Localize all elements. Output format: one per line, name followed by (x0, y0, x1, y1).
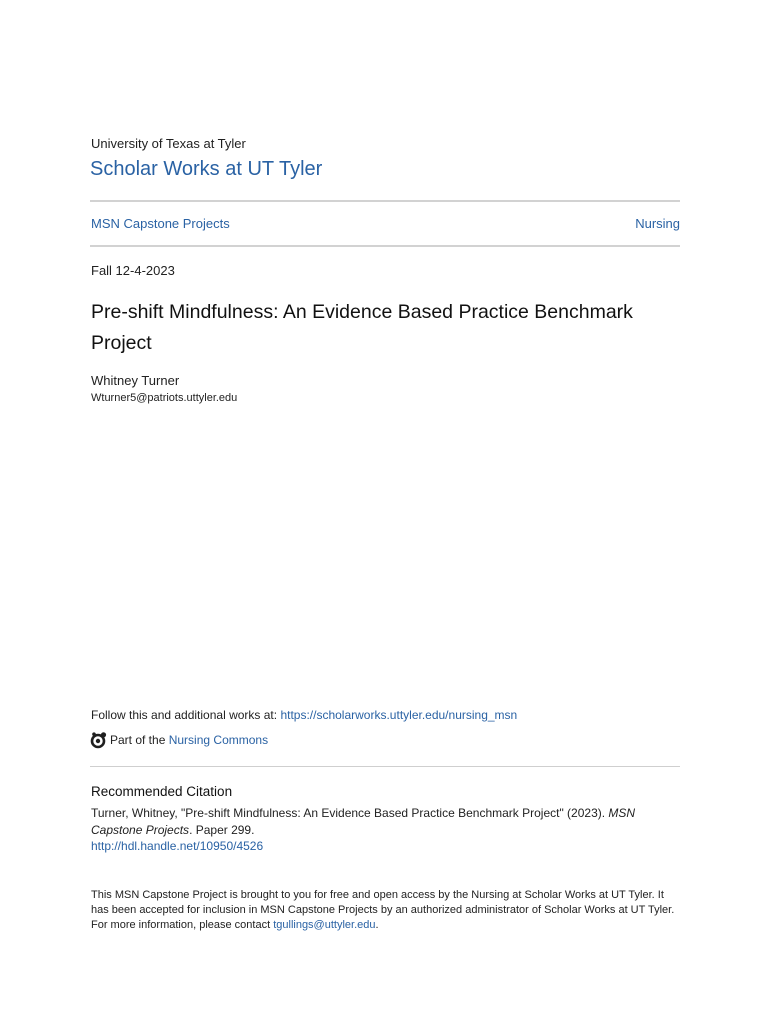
divider-nav (90, 245, 680, 247)
author-name: Whitney Turner (91, 373, 180, 388)
repository-link[interactable]: Scholar Works at UT Tyler (90, 158, 323, 180)
follow-prefix: Follow this and additional works at: (91, 708, 281, 722)
citation-series: MSN Capstone Projects (91, 806, 636, 837)
citation-prefix: Turner, Whitney, "Pre-shift Mindfulness: An Evidence Based Practice Benchmark Project" (2023). (91, 806, 609, 820)
publication-date: Fall 12-4-2023 (91, 263, 175, 278)
citation-heading: Recommended Citation (91, 784, 233, 799)
citation-text (91, 805, 681, 839)
handle-link[interactable]: http://hdl.handle.net/10950/4526 (91, 839, 264, 853)
citation-suffix: . Paper 299. (189, 823, 255, 837)
document-title: Pre-shift Mindfulness: An Evidence Based Practice Benchmark Project (91, 301, 633, 354)
institution-name: University of Texas at Tyler (91, 136, 246, 151)
access-notice-end: . (375, 919, 379, 931)
follow-url-link[interactable]: https://scholarworks.uttyler.edu/nursing_msn (280, 708, 518, 722)
network-icon (90, 731, 108, 749)
divider-top (90, 200, 680, 202)
author-email: Wturner5@patriots.uttyler.edu (91, 392, 238, 404)
series-link[interactable]: MSN Capstone Projects (91, 216, 230, 231)
follow-line (91, 708, 517, 722)
access-notice (91, 888, 681, 933)
department-link[interactable]: Nursing (635, 216, 680, 231)
divider-bottom (90, 766, 680, 767)
access-notice-text: This MSN Capstone Project is brought to you for free and open access by the Nursing at Scholar Works at UT Tyler. It has been accepted for inclusion in MSN Capstone Projects by an authorized administrator of Scholar Works at UT Tyler. For more information, please contact (91, 889, 675, 931)
contact-email-link[interactable]: tgullings@uttyler.edu (273, 919, 376, 931)
part-of-line (90, 731, 268, 749)
partof-prefix: Part of the (110, 733, 166, 747)
nursing-commons-link[interactable]: Nursing Commons (168, 733, 269, 747)
